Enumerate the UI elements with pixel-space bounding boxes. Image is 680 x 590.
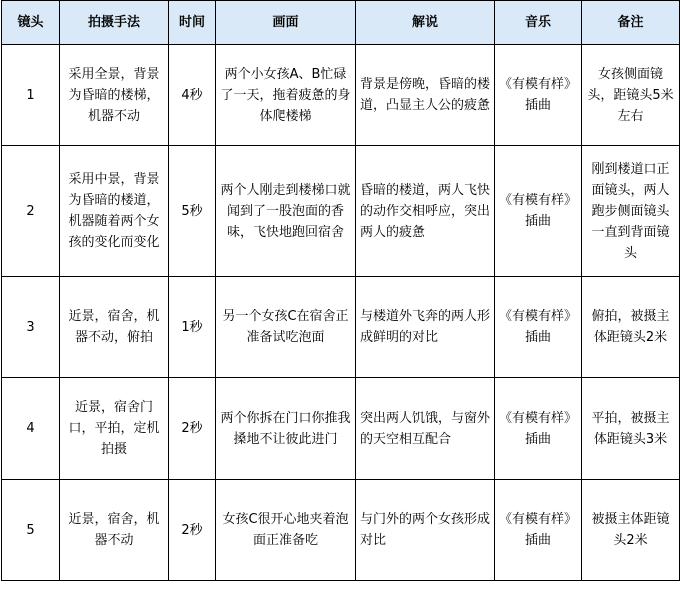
table-row bbox=[2, 480, 680, 581]
cell-technique: 采用中景，背景为昏暗的楼道，机器随着两个女孩的变化而变化 bbox=[60, 146, 169, 277]
cell-duration: 2秒 bbox=[169, 378, 216, 480]
cell-technique: 采用全景，背景为昏暗的楼梯，机器不动 bbox=[60, 45, 169, 146]
cell-notes: 刚到楼道口正面镜头，两人跑步侧面镜头一直到背面镜头 bbox=[582, 146, 680, 277]
cell-notes: 俯拍，被摄主体距镜头2米 bbox=[582, 277, 680, 378]
header-notes: 备注 bbox=[582, 1, 680, 45]
cell-shot: 2 bbox=[2, 146, 60, 277]
header-music: 音乐 bbox=[495, 1, 582, 45]
header-technique: 拍摄手法 bbox=[60, 1, 169, 45]
storyboard-table bbox=[1, 0, 680, 581]
cell-music: 《有模有样》插曲 bbox=[495, 277, 582, 378]
cell-scene: 两个你拆在门口你推我搡地不让彼此进门 bbox=[216, 378, 356, 480]
cell-narration: 与门外的两个女孩形成对比 bbox=[356, 480, 495, 581]
header-narration: 解说 bbox=[356, 1, 495, 45]
cell-music: 《有模有样》插曲 bbox=[495, 45, 582, 146]
cell-music: 《有模有样》插曲 bbox=[495, 146, 582, 277]
cell-narration: 背景是傍晚，昏暗的楼道，凸显主人公的疲惫 bbox=[356, 45, 495, 146]
cell-shot: 4 bbox=[2, 378, 60, 480]
cell-narration: 昏暗的楼道，两人飞快的动作交相呼应，突出两人的疲惫 bbox=[356, 146, 495, 277]
cell-notes: 平拍，被摄主体距镜头3米 bbox=[582, 378, 680, 480]
cell-technique: 近景，宿舍门口，平拍，定机拍摄 bbox=[60, 378, 169, 480]
cell-music: 《有模有样》插曲 bbox=[495, 378, 582, 480]
header-scene: 画面 bbox=[216, 1, 356, 45]
table-row bbox=[2, 378, 680, 480]
header-duration: 时间 bbox=[169, 1, 216, 45]
table-row bbox=[2, 146, 680, 277]
cell-duration: 2秒 bbox=[169, 480, 216, 581]
cell-music: 《有模有样》插曲 bbox=[495, 480, 582, 581]
cell-duration: 1秒 bbox=[169, 277, 216, 378]
cell-narration: 突出两人饥饿，与窗外的天空相互配合 bbox=[356, 378, 495, 480]
cell-narration: 与楼道外飞奔的两人形成鲜明的对比 bbox=[356, 277, 495, 378]
cell-scene: 女孩C很开心地夹着泡面正准备吃 bbox=[216, 480, 356, 581]
cell-shot: 1 bbox=[2, 45, 60, 146]
cell-scene: 另一个女孩C在宿舍正准备试吃泡面 bbox=[216, 277, 356, 378]
cell-technique: 近景，宿舍，机器不动，俯拍 bbox=[60, 277, 169, 378]
cell-scene: 两个人刚走到楼梯口就闻到了一股泡面的香味，飞快地跑回宿舍 bbox=[216, 146, 356, 277]
header-shot: 镜头 bbox=[2, 1, 60, 45]
cell-shot: 5 bbox=[2, 480, 60, 581]
cell-notes: 女孩侧面镜头，距镜头5米左右 bbox=[582, 45, 680, 146]
table-row bbox=[2, 277, 680, 378]
cell-duration: 4秒 bbox=[169, 45, 216, 146]
cell-shot: 3 bbox=[2, 277, 60, 378]
header-row bbox=[2, 1, 680, 45]
table-row bbox=[2, 45, 680, 146]
cell-scene: 两个小女孩A、B忙碌了一天，拖着疲惫的身体爬楼梯 bbox=[216, 45, 356, 146]
cell-duration: 5秒 bbox=[169, 146, 216, 277]
cell-notes: 被摄主体距镜头2米 bbox=[582, 480, 680, 581]
cell-technique: 近景，宿舍，机器不动 bbox=[60, 480, 169, 581]
